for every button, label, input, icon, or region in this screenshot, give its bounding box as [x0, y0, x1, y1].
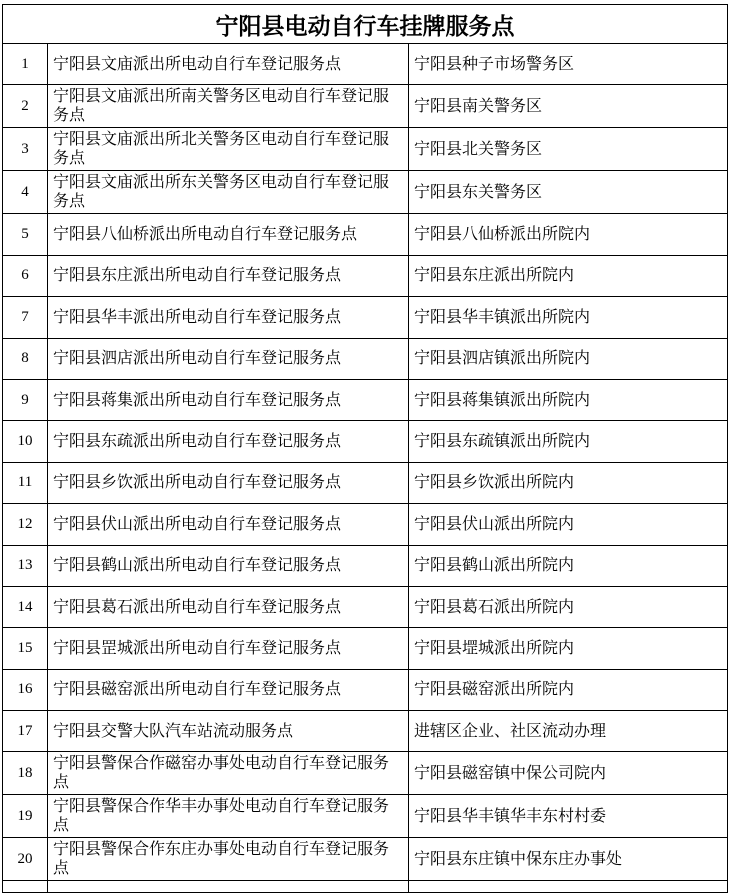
- service-point-name-cell: 宁阳县警保合作磁窑办事处电动自行车登记服务点: [48, 752, 409, 795]
- table-row: [3, 462, 728, 503]
- service-point-name-cell: 宁阳县东疏派出所电动自行车登记服务点: [48, 421, 409, 462]
- service-point-name-cell: 宁阳县文庙派出所东关警务区电动自行车登记服务点: [48, 171, 409, 214]
- table-row: [3, 171, 728, 214]
- row-number-cell: 9: [3, 379, 48, 420]
- table-row: [3, 545, 728, 586]
- row-number-cell: 17: [3, 711, 48, 752]
- location-cell: 宁阳县东疏镇派出所院内: [409, 421, 728, 462]
- service-point-name-cell: 宁阳县警保合作东庄办事处电动自行车登记服务点: [48, 838, 409, 881]
- row-number-cell: 18: [3, 752, 48, 795]
- location-cell: 宁阳县华丰镇派出所院内: [409, 297, 728, 338]
- table-row: [3, 128, 728, 171]
- service-point-name-cell: 宁阳县东庄派出所电动自行车登记服务点: [48, 255, 409, 296]
- table-title: 宁阳县电动自行车挂牌服务点: [3, 5, 728, 44]
- row-number-cell: 10: [3, 421, 48, 462]
- service-point-name-cell: 宁阳县八仙桥派出所电动自行车登记服务点: [48, 214, 409, 255]
- row-number-cell: 8: [3, 338, 48, 379]
- service-point-name-cell: 宁阳县乡饮派出所电动自行车登记服务点: [48, 462, 409, 503]
- table-row: [3, 255, 728, 296]
- location-cell: 宁阳县乡饮派出所院内: [409, 462, 728, 503]
- service-point-name-cell: 宁阳县文庙派出所电动自行车登记服务点: [48, 44, 409, 85]
- location-cell: 宁阳县南关警务区: [409, 85, 728, 128]
- table-row: [3, 44, 728, 85]
- location-cell: 宁阳县磁窑派出所院内: [409, 669, 728, 710]
- table-row: [3, 711, 728, 752]
- row-number-cell: 12: [3, 504, 48, 545]
- row-number-cell: 13: [3, 545, 48, 586]
- title-row: [3, 5, 728, 44]
- location-cell: 宁阳县种子市场警务区: [409, 44, 728, 85]
- row-number-cell: 4: [3, 171, 48, 214]
- table-row: [3, 586, 728, 627]
- service-point-name-cell: 宁阳县文庙派出所南关警务区电动自行车登记服务点: [48, 85, 409, 128]
- row-number-cell: 2: [3, 85, 48, 128]
- service-point-name-cell: 宁阳县葛石派出所电动自行车登记服务点: [48, 586, 409, 627]
- location-cell: 宁阳县蒋集镇派出所院内: [409, 379, 728, 420]
- service-point-name-cell: 宁阳县蒋集派出所电动自行车登记服务点: [48, 379, 409, 420]
- table-row: [3, 838, 728, 881]
- service-point-name-cell: 宁阳县伏山派出所电动自行车登记服务点: [48, 504, 409, 545]
- row-number-cell: 19: [3, 795, 48, 838]
- service-point-name-cell: 宁阳县鹤山派出所电动自行车登记服务点: [48, 545, 409, 586]
- row-number-cell: 20: [3, 838, 48, 881]
- table-row: [3, 669, 728, 710]
- table-row: [3, 338, 728, 379]
- table-row: [3, 379, 728, 420]
- table-row: [3, 504, 728, 545]
- table-row: [3, 421, 728, 462]
- table-row: [3, 297, 728, 338]
- row-number-cell: 3: [3, 128, 48, 171]
- service-point-name-cell: 宁阳县文庙派出所北关警务区电动自行车登记服务点: [48, 128, 409, 171]
- row-number-cell: 1: [3, 44, 48, 85]
- location-cell: 宁阳县鹤山派出所院内: [409, 545, 728, 586]
- service-points-table: [2, 4, 728, 893]
- table-row: [3, 795, 728, 838]
- row-number-cell: 5: [3, 214, 48, 255]
- row-number-cell: 7: [3, 297, 48, 338]
- location-cell: 宁阳县八仙桥派出所院内: [409, 214, 728, 255]
- table-row: [3, 752, 728, 795]
- service-point-name-cell: 宁阳县磁窑派出所电动自行车登记服务点: [48, 669, 409, 710]
- service-point-name-cell: 宁阳县警保合作华丰办事处电动自行车登记服务点: [48, 795, 409, 838]
- location-cell: 宁阳县葛石派出所院内: [409, 586, 728, 627]
- location-cell: 进辖区企业、社区流动办理: [409, 711, 728, 752]
- row-number-cell: 15: [3, 628, 48, 669]
- service-point-name-cell: 宁阳县华丰派出所电动自行车登记服务点: [48, 297, 409, 338]
- location-cell: 宁阳县伏山派出所院内: [409, 504, 728, 545]
- table-row: [3, 628, 728, 669]
- table-row: [3, 85, 728, 128]
- location-cell: 宁阳县泗店镇派出所院内: [409, 338, 728, 379]
- location-cell: 宁阳县堽城派出所院内: [409, 628, 728, 669]
- service-point-name-cell: 宁阳县罡城派出所电动自行车登记服务点: [48, 628, 409, 669]
- location-cell: 宁阳县磁窑镇中保公司院内: [409, 752, 728, 795]
- location-cell: 宁阳县东庄镇中保东庄办事处: [409, 838, 728, 881]
- service-point-name-cell: 宁阳县泗店派出所电动自行车登记服务点: [48, 338, 409, 379]
- location-cell: 宁阳县东关警务区: [409, 171, 728, 214]
- location-cell: 宁阳县北关警务区: [409, 128, 728, 171]
- service-point-name-cell: 宁阳县交警大队汽车站流动服务点: [48, 711, 409, 752]
- location-cell: 宁阳县东庄派出所院内: [409, 255, 728, 296]
- row-number-cell: 16: [3, 669, 48, 710]
- row-number-cell: 11: [3, 462, 48, 503]
- table-row: [3, 214, 728, 255]
- row-number-cell: 14: [3, 586, 48, 627]
- location-cell: 宁阳县华丰镇华丰东村村委: [409, 795, 728, 838]
- row-number-cell: 6: [3, 255, 48, 296]
